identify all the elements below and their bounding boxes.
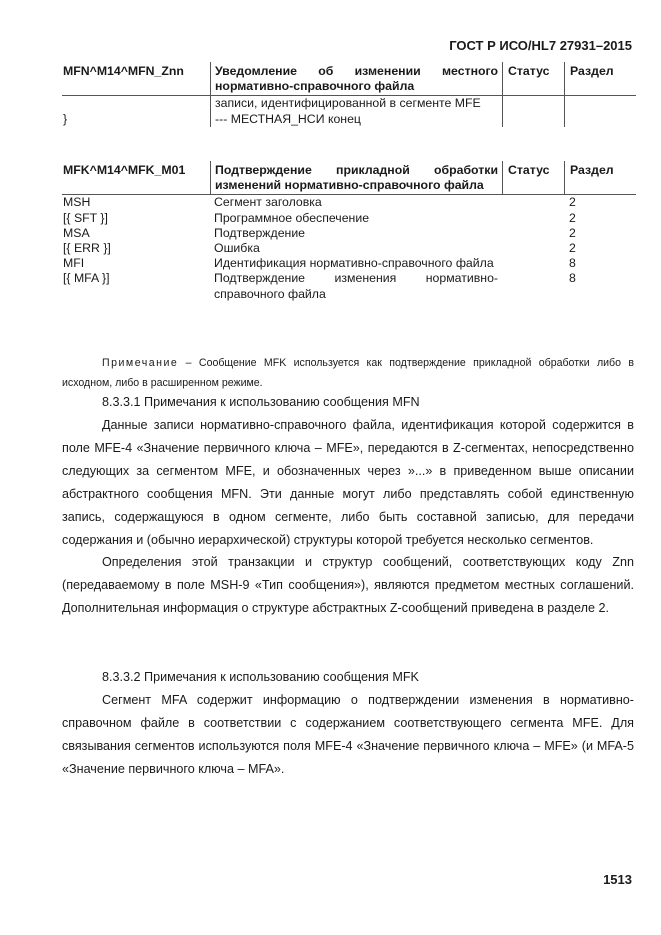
status-cell <box>502 211 564 226</box>
description-cell: Программное обеспечение <box>214 210 370 225</box>
table-row <box>62 211 636 226</box>
mfn-message-table <box>62 62 636 127</box>
status-cell <box>502 271 564 301</box>
segment-cell: MSA <box>63 225 90 240</box>
description-cell: записи, идентифицированной в сегменте MFE <box>210 96 502 111</box>
description-cell: Подтверждение изменения нормативно-справочного файла <box>214 271 498 301</box>
column-header-status: Статус <box>502 161 564 194</box>
column-header-description: Уведомление об изменении местного нормативно-справочного файла <box>210 62 502 95</box>
section-cell: 8 <box>569 271 576 286</box>
table-header-row <box>62 62 636 96</box>
section-cell: 2 <box>569 225 576 240</box>
paragraph: Данные записи нормативно-справочного файла, идентификация которой содержится в поле MFE-4 «Значение первичного ключа – MFE», передаются в Z-сегментах, непосредственно следующих за сегментом MFE, и обозначенных через »...» в приведенном выше описании абстрактного сообщения MFN. Эти данные могут либо представлять собой единственную запись, содержащуюся в одном сегменте, либо быть составной записью, для передачи содержания и (обычно иерархической) структуры которой требуется несколько сегментов. <box>62 418 634 547</box>
column-header-status: Статус <box>502 62 564 95</box>
status-cell <box>502 96 564 111</box>
note-text: – Сообщение MFK используется как подтверждение прикладной обработки либо в исходном, либо в расширенном режиме. <box>62 357 634 389</box>
status-cell <box>502 256 564 271</box>
status-cell <box>502 195 564 210</box>
section-body-mfn <box>62 414 634 620</box>
segment-cell: MFI <box>63 256 85 271</box>
section-heading-mfk: 8.3.3.2 Примечания к использованию сообщения MFK <box>102 670 419 684</box>
section-cell: 2 <box>569 210 576 225</box>
description-cell: Сегмент заголовка <box>214 195 322 210</box>
section-cell: 8 <box>569 256 576 271</box>
table-row <box>62 195 636 210</box>
column-header-message: MFK^M14^MFK_M01 <box>63 163 186 177</box>
section-heading-mfn: 8.3.3.1 Примечания к использованию сообщения MFN <box>102 395 420 409</box>
status-cell <box>502 226 564 241</box>
paragraph: Сегмент MFA содержит информацию о подтверждении изменения в нормативно-справочном файле в соответствии с содержанием соответствующего сегмента MFE. Для связывания сегментов используются поля MFE-4 «Значение первичного ключа – MFE» (и MFA-5 «Значение первичного ключа – MFA». <box>62 693 634 776</box>
table-row <box>62 241 636 256</box>
segment-cell <box>62 96 210 111</box>
column-header-section: Раздел <box>564 62 636 95</box>
section-cell: 2 <box>569 195 576 210</box>
paragraph: Определения этой транзакции и структур сообщений, соответствующих коду Znn (передаваемому в поле MSH-9 «Тип сообщения»), являются предметом местных соглашений. Дополнительная информация о структуре абстрактных Z-сообщений приведена в разделе 2. <box>62 555 634 616</box>
segment-cell: [{ MFA }] <box>63 271 110 286</box>
document-id-header: ГОСТ Р ИСО/HL7 27931–2015 <box>449 38 632 53</box>
description-cell: Идентификация нормативно-справочного файла <box>214 256 494 271</box>
segment-cell: MSH <box>63 195 91 210</box>
section-cell: 2 <box>569 241 576 256</box>
segment-cell: } <box>63 111 68 126</box>
column-header-message: MFN^M14^MFN_Znn <box>63 64 184 78</box>
section-cell <box>564 96 636 111</box>
table-row <box>62 112 636 127</box>
segment-cell: [{ SFT }] <box>63 210 108 225</box>
mfk-message-table <box>62 161 636 302</box>
column-header-description: Подтверждение прикладной обработки изменений нормативно-справочного файла <box>210 161 502 194</box>
description-cell: Ошибка <box>214 241 260 256</box>
table-row <box>62 256 636 271</box>
table-note <box>62 353 634 393</box>
status-cell <box>502 112 564 127</box>
section-cell <box>564 112 636 127</box>
table-row <box>62 271 636 301</box>
table-header-row <box>62 161 636 195</box>
page-number: 1513 <box>603 872 632 887</box>
section-body-mfk <box>62 689 634 781</box>
description-cell: --- МЕСТНАЯ_НСИ конец <box>210 112 502 127</box>
table-row <box>62 226 636 241</box>
status-cell <box>502 241 564 256</box>
description-cell: Подтверждение <box>214 225 306 240</box>
table-row <box>62 96 636 111</box>
segment-cell: [{ ERR }] <box>63 241 111 256</box>
note-label: Примечание <box>102 357 179 369</box>
column-header-section: Раздел <box>564 161 636 194</box>
